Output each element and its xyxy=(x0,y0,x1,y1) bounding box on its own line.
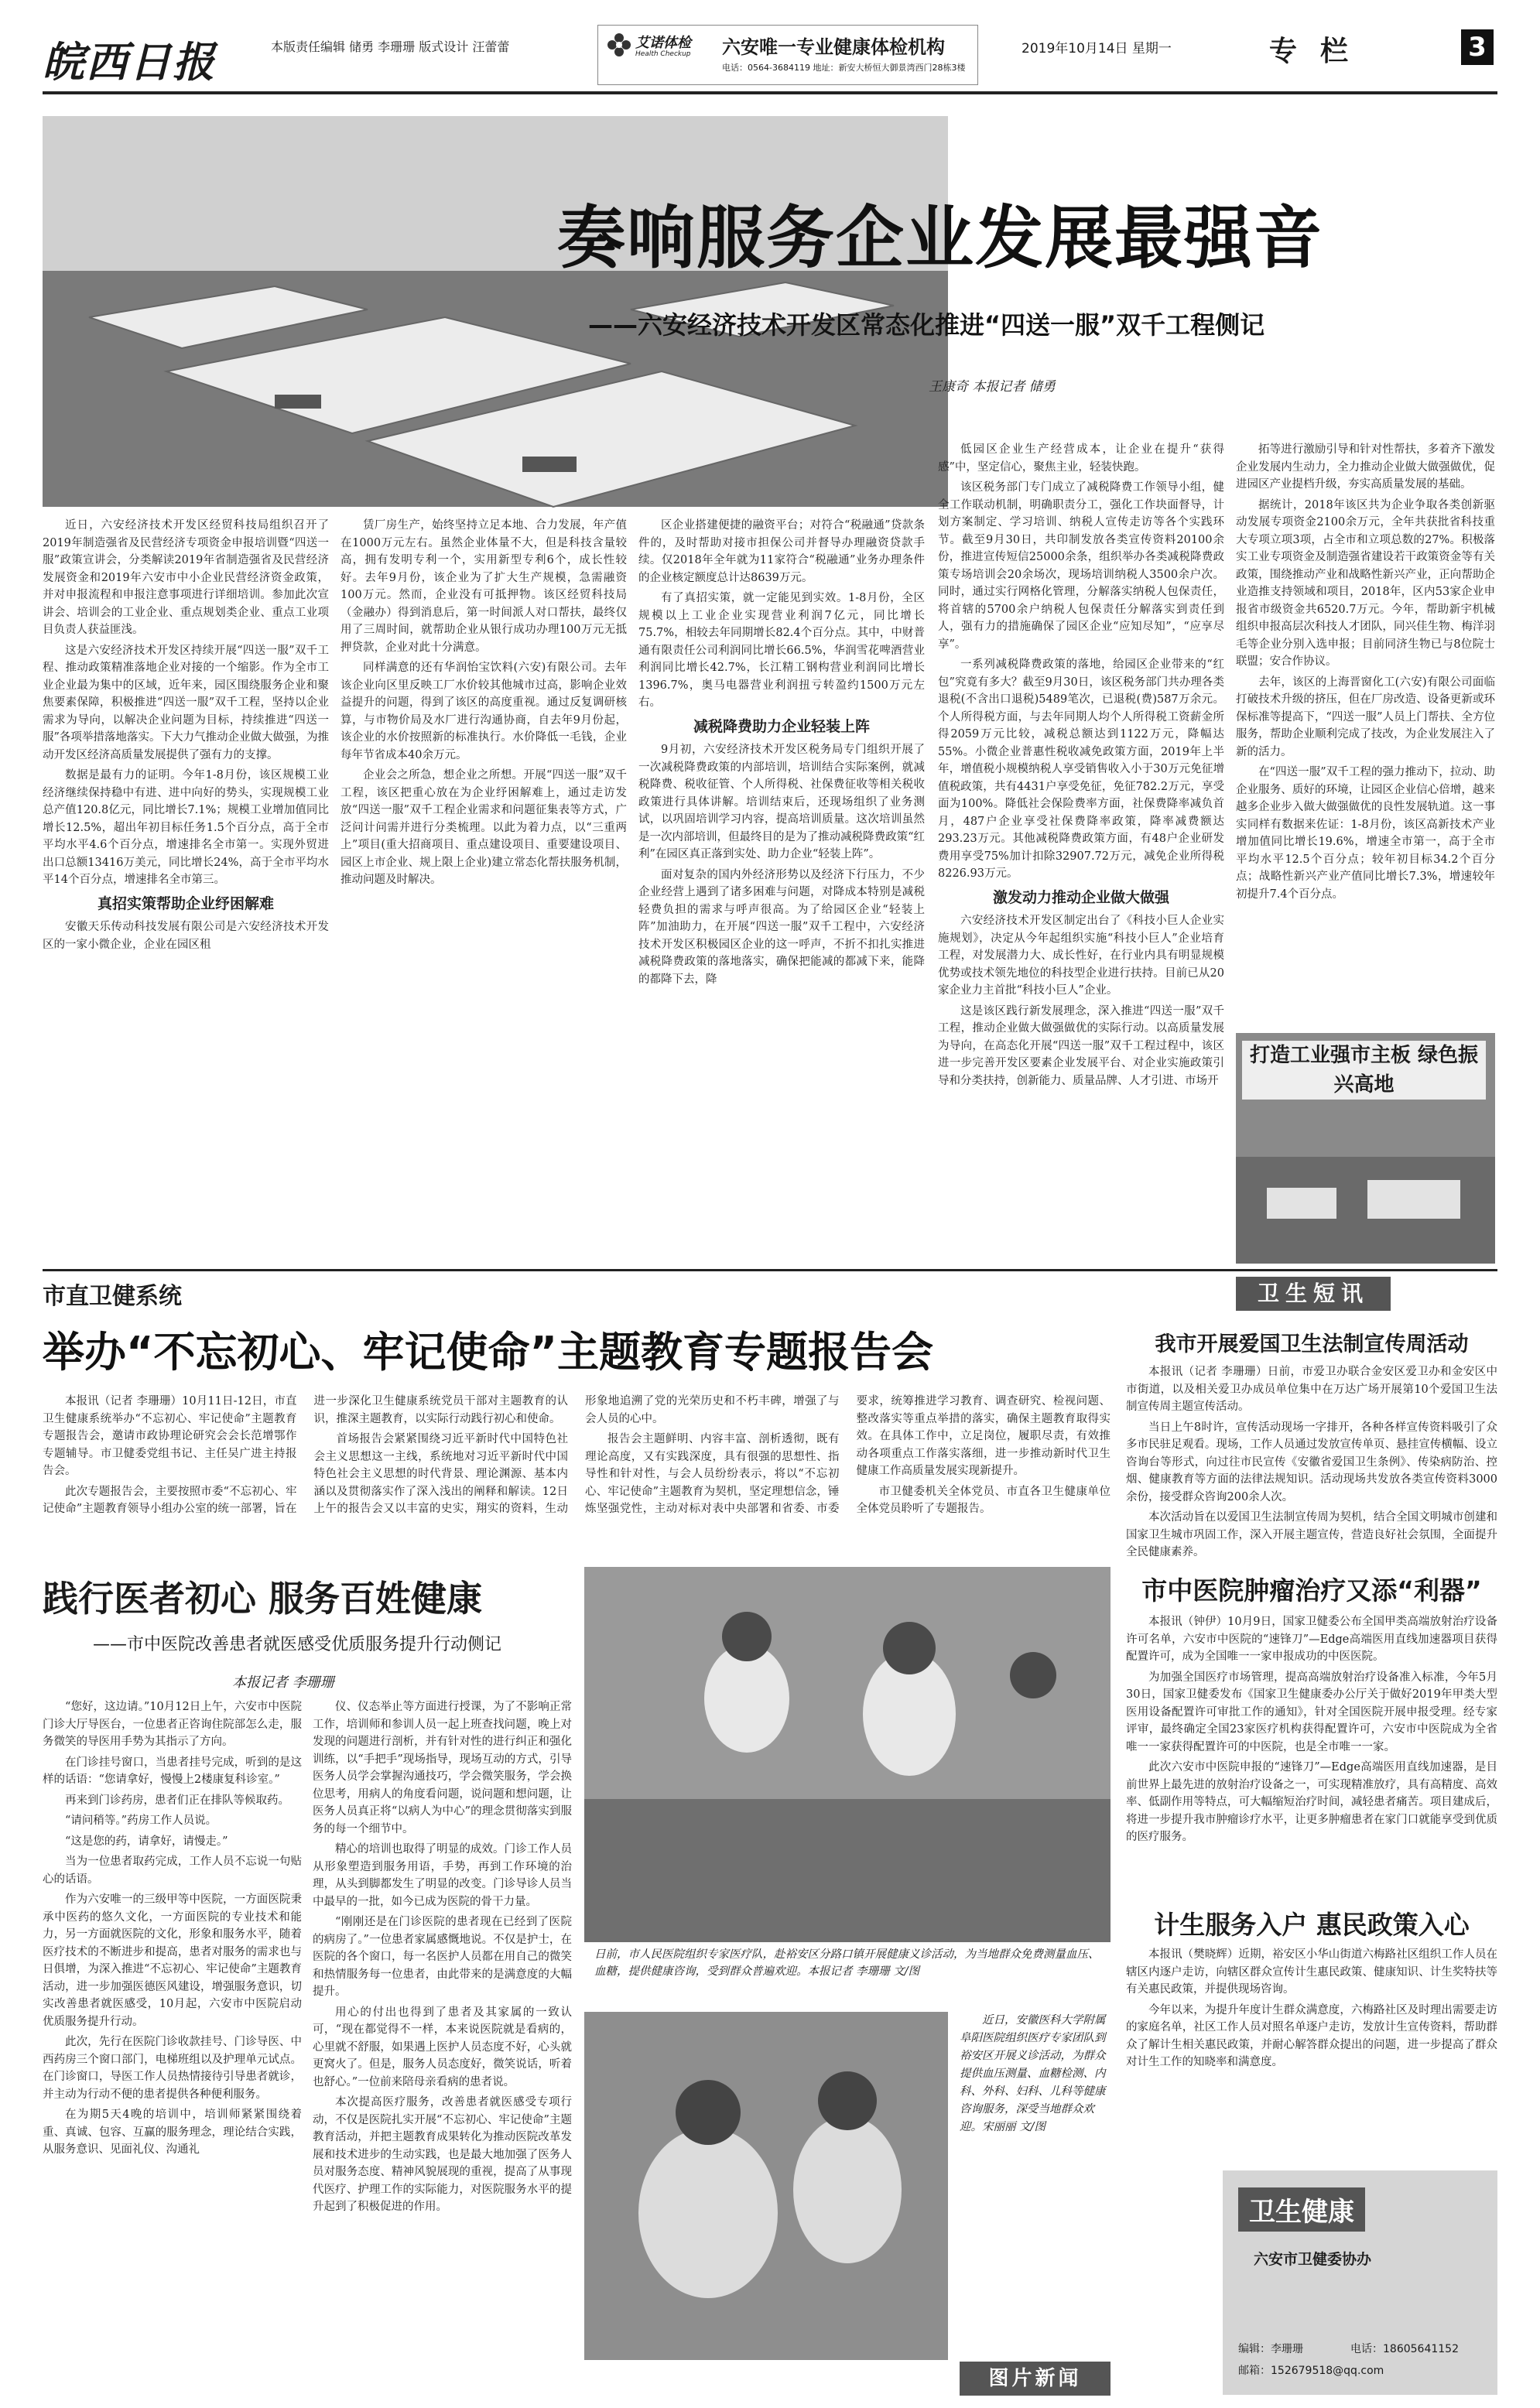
paragraph: 市卫健委机关全体党员、市直各卫生健康单位全体党员聆听了专题报告。 xyxy=(856,1485,1111,1515)
paragraph: 再来到门诊药房，患者们正在排队等候取药。 xyxy=(65,1794,289,1807)
lead-subhead-3: 激发动力推动企业做大做强 xyxy=(992,888,1169,906)
feature-col2-paragraphs xyxy=(313,1698,572,2216)
paragraph: “刚刚还是在门诊医院的患者现在已经到了医院的病房了。”一位患者家属感慨地说。不仅是护士，在医院的各个窗口，每一名医护人员都在用自己的微笑和热情服务每一位患者，由此带来的是满意度的大幅提升。 xyxy=(313,1916,572,1998)
photo-news-second xyxy=(584,2012,948,2360)
paragraph: 赁厂房生产，始终坚持立足本地、合力发展，年产值在1000万元左右。虽然企业体量不大，但是科技含量较高，拥有发明专利一个，实用新型专利6个，成长性较好。去年9月份，该企业为了扩大生产规模，急需融资100万元。然而，企业没有可抵押物。该区经贸科技局（金融办）得到消息后，第一时间派人对口帮扶，最终仅用了三周时间，就帮助企业从银行成功办理100万元无抵押贷款，企业对此十分满意。 xyxy=(341,519,627,654)
sidebar-info-box xyxy=(1223,2170,1497,2395)
sidebar-item1-body xyxy=(1126,1363,1497,1558)
masthead-rule xyxy=(43,91,1497,94)
paragraph: 此次六安市中医院申报的“速锋刀”—Edge高端医用直线加速器，是目前世界上最先进的放射治疗设备之一，可实现精准放疗，具有高精度、高效率、低副作用等特点，可大幅缩短治疗时间，减轻患者痛苦。项目建成后，将进一步提升我市肿瘤诊疗水平，让更多肿瘤患者在家门口就能享受到优质的医疗服务。 xyxy=(1126,1761,1497,1843)
lead-headline: 奏响服务企业发展最强音 xyxy=(557,198,1324,278)
paper-name: 皖西日报 xyxy=(43,37,216,87)
photo-news-caption-2: 近日，安徽医科大学附属阜阳医院组织医疗专家团队到裕安区开展义诊活动，为群众提供血压测量、血糖检测、内科、外科、妇科、儿科等健康咨询服务，深受当地群众欢迎。宋丽丽 文/图 xyxy=(960,2014,1106,2133)
photo-news-caption: 日前，市人民医院组织专家医疗队，赴裕安区分路口镇开展健康义诊活动，为当地群众免费测量血压、血糖，提供健康咨询，受到群众普遍欢迎。本报记者 李珊珊 文/图 xyxy=(594,1948,1100,1978)
info-box-phone: 电话：18605641152 xyxy=(1350,2343,1459,2355)
ad-brand-en: Health Checkup xyxy=(635,50,691,58)
paragraph: “这是您的药，请拿好，请慢走。” xyxy=(65,1835,228,1848)
lead-col1b-paragraphs xyxy=(43,918,329,953)
health-headline: 举办“不忘初心、牢记使命”主题教育专题报告会 xyxy=(43,1328,933,1377)
lead-col5-paragraphs xyxy=(1236,441,1495,903)
paragraph: 有了真招实策，就一定能见到实效。1-8月份，全区规模以上工业企业实现营业利润7亿元，同比增长75.7%，相较去年同期增长82.4个百分点。其中，中财普通有限责任公司利润同比增长66.5%，华润雪花啤酒营业利润同比增长42.7%，长江精工钢构营业利润同比增长1396.7%，奥马电器营业利润扭亏转盈约1500万元左右。 xyxy=(638,592,925,709)
feature-byline: 本报记者 李珊珊 xyxy=(232,1674,334,1691)
paragraph: 这是六安经济技术开发区持续开展“四送一服”双千工程、推动政策精准落地企业对接的一个缩影。作为全市工业企业最为集中的区域，近年来，园区围绕服务企业和聚焦要素保障，积极推进“四送一服”双千工程，坚持以企业需求为导向，以解决企业问题为目标，持续推进“四送一服”各项举措落地落实。下大力气推动企业做大做强，为推动开发区经济高质量发展提供了强有力的支撑。 xyxy=(43,644,329,761)
feature-column-2 xyxy=(313,1698,572,2395)
paragraph: 今年以来，为提升年度计生群众满意度，六梅路社区及时理出需要走访的家庭名单，社区工作人员对照名单逐户走访，发放计生宣传资料，帮助群众了解计生相关惠民政策，并耐心解答群众提出的问题，进一步提高了群众对计生工作的知晓率和满意度。 xyxy=(1126,2003,1497,2068)
info-box-title: 卫生健康 xyxy=(1238,2187,1365,2232)
sidebar-item1-paragraphs xyxy=(1126,1363,1497,1561)
paragraph: 数据是最有力的证明。今年1-8月份，该区规模工业经济继续保持稳中有进、进中向好的势头，实现规模工业总产值120.8亿元，同比增长7.1%；规模工业增加值同比增长12.5%，超出年初目标任务1.5个百分点，高于全市平均水平4.6个百分点，增速排名全市第一。实现外贸进出口总额13416万美元，同比增长24%，高于全市平均水平14个百分点，增速排名全市第三。 xyxy=(43,769,329,886)
sidebar-item3-body xyxy=(1126,1946,1497,2124)
paragraph: “您好，这边请。”10月12日上午，六安市中医院门诊大厅导医台，一位患者正咨询住院部怎么走，服务微笑的导医用手势为其指示了方向。 xyxy=(43,1701,302,1748)
lead-subhead-2: 减税降费助力企业轻装上阵 xyxy=(693,717,870,735)
paragraph: 本报讯（钟伊）10月9日，国家卫健委公布全国甲类高端放射治疗设备许可名单，六安市中医院的“速锋刀”—Edge高端医用直线加速器项目获得配置许可，成为全国唯一一家申报成功的中医医院。 xyxy=(1126,1616,1497,1663)
lead-byline: 王康奇 本报记者 储勇 xyxy=(929,379,1056,395)
sidebar-item2-body xyxy=(1126,1613,1497,1900)
paragraph: 本次活动旨在以爱国卫生法制宣传周为契机，结合全国文明城市创建和国家卫生城市巩固工作，深入开展主题宣传，营造良好社会氛围，全面提升全民健康素养。 xyxy=(1126,1511,1497,1558)
sidebar-item1-title: 我市开展爱国卫生法制宣传周活动 xyxy=(1155,1332,1469,1356)
sidebar-item2-title: 市中医院肿瘤治疗又添“利器” xyxy=(1141,1575,1482,1606)
lead-column-3 xyxy=(638,517,925,1264)
paragraph: 一系列减税降费政策的落地，给园区企业带来的“红包”究竟有多大？截至9月30日，该区税务部门共办理各类退税(不含出口退税)5489笔次，已退税(费)587万余元。个人所得税方面，与去年同期人均个人所得税工资薪金所得2059万元比较，减税总额达到1122万元，降幅达55%。小微企业普惠性税收减免政策方面，2019年上半年，增值税小规模纳税人享受销售收入小于30万元免征增值税政策，共有4431户享受免征，免征782.2万元，享受面为100%。降低社会保险费率方面，社保费降率减负首月，487户企业享受社保费降率政策，降率减费额达293.23万元。其他减税降费政策方面，有48户企业研发费用享受75%加计扣除32907.72万元，减免企业所得税8226.93万元。 xyxy=(938,658,1224,880)
paragraph: 同样满意的还有华润怡宝饮料(六安)有限公司。去年该企业向区里反映工厂水价较其他城市过高，影响企业效益提升的问题，得到了该区的高度重视。通过反复调研核算，与市物价局及水厂进行沟通协商，自去年9月份起，该企业的水价按照新的标准执行。水价降低一毛钱，企业每年节省成本40余万元。 xyxy=(341,662,627,761)
lead-subhead-1: 真招实策帮助企业纾困解难 xyxy=(97,894,274,912)
sidebar-item3-paragraphs xyxy=(1126,1946,1497,2071)
photo-news-main xyxy=(584,1567,1111,1942)
paragraph: 本报讯（樊晓辉）近期，裕安区小华山街道六梅路社区组织工作人员在辖区内逐户走访，向辖区群众宣传计生惠民政策、健康知识、计生奖特扶等有关惠民政策，并提供现场咨询。 xyxy=(1126,1948,1497,1996)
lead-col3a-paragraphs xyxy=(638,517,925,712)
section-rule xyxy=(43,1269,1497,1271)
paragraph: 精心的培训也取得了明显的成效。门诊工作人员从形象塑造到服务用语，手势，再到工作环境的治理，从头到脚都发生了明显的改变。门诊导诊人员当中最早的一批，如今已成为医院的骨干力量。 xyxy=(313,1843,572,1908)
ad-banner xyxy=(597,25,978,85)
paragraph: 面对复杂的国内外经济形势以及经济下行压力，不少企业经营上遇到了诸多困难与问题，对降成本特别是减税轻费负担的需求与呼声很高。为了给园区企业“轻装上阵”加油助力，在开展“四送一服”双千工程中，六安经济技术开发区积极园区企业的这一呼声，不折不扣扎实推进减税降费政策的落地落实，确保把能减的都减下来，能降的都降下去，降 xyxy=(638,868,925,986)
issue-date: 2019年10月14日 星期一 xyxy=(1022,41,1172,56)
paragraph: 在“四送一服”双千工程的强力推动下，拉动、助企业服务、质好的环境，让园区企业信心倍增，越来越多企业步入做大做强做优的良性发展轨道。这一事实同样有数据来佐证：1-8月份，该区高新技术产业增加值同比增长19.6%，增速全市第一，高于全市平均水平12.5个百分点；较年初目标34.2个百分点；战略性新兴产业产值同比增长7.3%，增速较年初提升7.4个百分点。 xyxy=(1236,766,1495,901)
lead-col1-paragraphs xyxy=(43,517,329,889)
lead-col3b-paragraphs xyxy=(638,741,925,988)
paragraph: 本次提高医疗服务，改善患者就医感受专项行动，不仅是医院扎实开展“不忘初心、牢记使命”主题教育活动，并把主题教育成果转化为推动医院改革发展和技术进步的生动实践，也是最大地加强了医务人员对服务态度、精神风貌展现的重视，提高了从事现代医疗、护理工作的实际能力，对医院服务水平的提升起到了积极促进的作用。 xyxy=(313,2096,572,2213)
editor-line: 本版责任编辑 储勇 李珊珊 版式设计 汪蕾蕾 xyxy=(271,39,510,54)
feature-headline: 践行医者初心 服务百姓健康 xyxy=(43,1578,483,1620)
sidebar-item2-paragraphs xyxy=(1126,1613,1497,1846)
paragraph: 本报讯（记者 李珊珊）日前，市爱卫办联合金安区爱卫办和金安区中市街道，以及相关爱卫办成员单位集中在万达广场开展第10个爱国卫生法制宣传周主题宣传活动。 xyxy=(1126,1366,1497,1413)
lead-column-2 xyxy=(341,517,627,1264)
sidebar-label: 卫生短讯 xyxy=(1236,1277,1391,1311)
health-body-paragraphs xyxy=(43,1393,1111,1519)
lead-col4-paragraphs xyxy=(938,441,1224,883)
paragraph: 首场报告会紧紧围绕习近平新时代中国特色社会主义思想这一主线，系统地对习近平新时代中国特色社会主义思想的时代背景、理论渊源、基本内涵以及贯彻落实作了深入浅出的阐释和解读。12日上午的报告会又以丰富的史实，翔实的资料，生动形象地追溯了党的光荣历史和不朽丰碑，增强了与会人员的心中。 xyxy=(313,1395,840,1515)
paragraph: 据统计，2018年该区共为企业争取各类创新驱动发展专项资金2100余万元，全年共获批省科技重大专项立项3项，占全市和立项总数的27%。积极落实工业专项资金及制造强省建设若干政策资金等有关政策，围绕推动产业和战略性新兴产业，正向帮助企业造推支持领域和项目，2018年，区内53家企业申报省市级资金共6520.7万元。今年，帮助新宇机械组织申报高层次科技人才团队，同兴佳生物、梅洋羽毛等企业分别入选申报；目前同济生物已与8位院士联盟；安合作协议。 xyxy=(1236,498,1495,668)
paragraph: 作为六安唯一的三级甲等中医院，一方面医院秉承中医药的悠久文化，一方面医院的专业技术和能力，另一方面就医院的文化，形象和服务水平，随着医疗技术的不断进步和提高，患者对服务的需求也与日俱增，为深入推进“不忘初心、牢记使命”主题教育活动，进一步加强医德医风建设，增强服务意识，切实改善患者就医感受，10月起，六安市中医院启动优质服务提升行动。 xyxy=(43,1893,302,2028)
paragraph: 当日上午8时许，宣传活动现场一字排开，各种各样宣传资料吸引了众多市民驻足观看。现场，工作人员通过发放宣传单页、悬挂宣传横幅、设立咨询台等形式，向过往市民宣传《安徽省爱国卫生条例》、传染病防治、控烟、健康教育等方面的法律法规知识。活动现场共发放各类宣传资料3000余份，接受群众咨询200余人次。 xyxy=(1126,1421,1497,1503)
paragraph: 企业会之所急，想企业之所想。开展“四送一服”双千工程，该区把重心放在为企业纾困解难上，通过走访发放“四送一服”双千工程企业需求和问题征集表等方式，广泛问计问需并进行分类梳理。以此为着力点，以“三重两上”项目(重大招商项目、重点建设项目、重要建设项目、园区上市企业、规上限上企业)建立常态化帮扶服务机制，推动问题及时解决。 xyxy=(341,769,627,886)
health-kicker: 市直卫健系统 xyxy=(43,1283,182,1310)
paragraph: 为加强全国医疗市场管理，提高高端放射治疗设备准入标准，今年5月30日，国家卫健委发布《国家卫生健康委办公厅关于做好2019年甲类大型医用设备配置许可审批工作的通知》，针对全国医院开展申报受理。经专家评审，最终确定全国23家医疗机构获得配置许可，六安市中医院成为全省唯一一家获得配置许可的中医院，也是全市唯一一家。 xyxy=(1126,1671,1497,1753)
paragraph: 用心的付出也得到了患者及其家属的一致认可，“现在都觉得不一样，本来说医院就是看病的，心里就不舒服，如果遇上医护人员态度不好，心头就更窝火了。但是，服务人员态度好，微笑说话，听着也舒心。”一位前来陪母亲看病的患者说。 xyxy=(313,2006,572,2088)
photo-news-label: 图片新闻 xyxy=(960,2362,1111,2396)
page-number: 3 xyxy=(1461,29,1494,65)
paragraph: 区企业搭建便捷的融资平台；对符合“税融通”贷款条件的，及时帮助对接市担保公司并督导办理融资贷款手续。仅2018年全年就为11家符合“税融通”业务办理条件的企业核定额度总计达8639万元。 xyxy=(638,519,925,584)
ad-brand: 艾诺体检 xyxy=(635,35,691,51)
ad-contact: 电话：0564-3684119 地址：新安大桥恒大御景湾西门28栋3楼 xyxy=(722,63,966,73)
lead-column-4 xyxy=(938,441,1224,1264)
paragraph: 当为一位患者取药完成，工作人员不忘说一句贴心的话语。 xyxy=(43,1856,302,1886)
paragraph: 在门诊挂号窗口，当患者挂号完成，听到的是这样的话语：“您请拿好，慢慢上2楼康复科诊室。” xyxy=(43,1756,302,1786)
paragraph: 这是该区践行新发展理念，深入推进“四送一服”双千工程，推动企业做大做强做优的实际行动。以高质量发展为导向，在高态化开展“四送一服”双千工程过程中，该区进一步完善开发区要素企业发展平台、对企业实施政策引导和分类扶持，创新能力、质量品牌、人才引进、市场开 xyxy=(938,1004,1224,1087)
paragraph: 该区税务部门专门成立了减税降费工作领导小组，健全工作联动机制，明确职责分工，强化工作块面督导，计划方案制定、学习培训、纳税人宣传走访等各个实践环节。截至9月30日，共印制发放各类宣传资料20100余份，推进宣传短信25000余条，组织举办各类减税降费政策专场培训会20余场次，现场培训纳税人3500余户次。同时，通过实行网格化管理，分解落实纳税人包保责任，将首辖的5700余户纳税人包保责任分解落实到责任到人，强有力的措施确保了园区企业“应知尽知”，“应享尽享”。 xyxy=(938,481,1224,651)
paragraph: “请问稍等。”药房工作人员说。 xyxy=(65,1815,217,1827)
feature-subheadline: ——市中医院改善患者就医感受优质服务提升行动侧记 xyxy=(93,1635,502,1654)
feature-column-1 xyxy=(43,1698,302,2395)
paragraph: 本报讯（记者 李珊珊）10月11日-12日，市直卫生健康系统举办“不忘初心、牢记使命”主题教育专题报告会，邀请市政协理论研究会会长范增鄂作专题辅导。市卫健委党组书记、主任吴广进主持报告会。 xyxy=(43,1395,297,1477)
lead-subheadline: ——六安经济技术开发区常态化推进“四送一服”双千工程侧记 xyxy=(588,310,1265,340)
paragraph: 在为期5天4晚的培训中，培训师紧紧围绕着重、真诚、包容、互赢的服务理念，理论结合实践，从服务意识、见面礼仪、沟通礼 xyxy=(43,2109,302,2156)
paragraph: 六安经济技术开发区制定出台了《科技小巨人企业实施规划》，决定从今年起组织实施“科技小巨人”企业培育工程，对发展潜力大、成长性好，在行业内具有明显规模优势或技术领先地位的科技型企业进行扶持。目前已从20家企业力主首批“科技小巨人”企业。 xyxy=(938,915,1224,997)
lead-col4b-paragraphs xyxy=(938,912,1224,1089)
paragraph: 去年，该区的上海晋窗化工(六安)有限公司面临打破技术升级的挤压，但在厂房改造、设备更新或环保标准等提高下，“四送一服”人员上门帮扶、全方位服务，帮助企业顺利完成了技改，为企业发展注入了新的活力。 xyxy=(1236,676,1495,758)
info-box-org: 六安市卫健委协办 xyxy=(1254,2251,1372,2268)
ad-slogan: 六安唯一专业健康体检机构 xyxy=(722,36,945,58)
paragraph: 9月初，六安经济技术开发区税务局专门组织开展了一次减税降费政策的内部培训，培训结合实际案例，就减税降费、税收征管、个人所得税、社保费征收等相关税收政策进行具体讲解。培训结束后，还现场组织了业务测试，以巩固培训学习内容，提高培训质量。这次培训虽然是一次内部培训，但最终目的是为了推动减税降费政策“红利”在园区真正落到实处、助力企业“轻装上阵”。 xyxy=(638,744,925,860)
sidebar-item3-title: 计生服务入户 惠民政策入心 xyxy=(1154,1910,1470,1940)
flower-logo-icon xyxy=(606,32,632,58)
paragraph: 报告会主题鲜明、内容丰富、剖析透彻，既有理论高度，又有实践深度，具有很强的思想性、指导性和针对性，与会人员纷纷表示，将以“不忘初心、牢记使命”主题教育为契机，坚定理想信念，锤炼坚强党性，主动对标对表中央部署和省委、市委要求，统筹推进学习教育、调查研究、检视问题、整改落实等重点举措的落实，确保主题教育取得实效。在具体工作中，立足岗位，履职尽责，有效推动各项重点工作落实落细，进一步推动新时代卫生健康工作高质量发展实现新提升。 xyxy=(585,1395,1111,1515)
lead-photo-2 xyxy=(1236,1033,1495,1264)
info-box-editor: 编辑：李珊珊 xyxy=(1238,2343,1303,2355)
paragraph: 仪、仪态举止等方面进行授课，为了不影响正常工作，培训师和参训人员一起上班查找问题，晚上对发现的问题进行剖析，并有针对性的进行纠正和强化训练，以“手把手”现场指导，现场互动的方式，引导医务人员学会掌握沟通技巧，学会微笑服务，学会换位思考，用病人的角度看问题，说问题和想问题，让医务人员真正将“以病人为中心”的理念贯彻落实到服务的每一个细节中。 xyxy=(313,1701,572,1835)
lead-photo-caption xyxy=(1242,1041,1486,1100)
paragraph: 此次，先行在医院门诊收款挂号、门诊导医、中西药房三个窗口部门，电梯班组以及护理单元试点。在门诊窗口，导医工作人员热情接待引导患者就诊，并主动为行动不便的患者提供各种便利服务。 xyxy=(43,2036,302,2101)
paragraph: 低园区企业生产经营成本，让企业在提升“获得感”中，坚定信心，聚焦主业，轻装快跑。 xyxy=(938,443,1224,474)
paragraph: 此次专题报告会，主要按照市委“不忘初心、牢记使命”主题教育领导小组办公室的统一部署，旨在进一步深化卫生健康系统党员干部对主题教育的认识，推深主题教育，以实际行动践行初心和使命。 xyxy=(43,1395,568,1515)
masthead xyxy=(0,0,1540,116)
lead-photo-caption-text: 打造工业强市主板 绿色振兴高地 xyxy=(1249,1044,1479,1096)
paragraph: 安徽天乐传动科技发展有限公司是六安经济技术开发区的一家小微企业，企业在园区租 xyxy=(43,921,329,951)
feature-col1-paragraphs xyxy=(43,1698,302,2159)
lead-col2-paragraphs xyxy=(341,517,627,889)
health-body xyxy=(43,1393,1111,1548)
section-name: 专栏 xyxy=(1269,36,1372,67)
lead-column-5 xyxy=(1236,441,1495,1060)
info-box-email: 邮箱：152679518@qq.com xyxy=(1238,2365,1384,2377)
paragraph: 拓等进行激励引导和针对性帮扶，多着齐下激发企业发展内生动力，全力推动企业做大做强做优，促进园区产业提档升级，夯实高质量发展的基础。 xyxy=(1236,443,1495,491)
lead-column-1 xyxy=(43,517,329,1264)
paragraph: 近日，六安经济技术开发区经贸科技局组织召开了2019年制造强省及民营经济专项资金申报培训暨“四送一服”政策宣讲会，分类解读2019年省制造强省及民营经济发展资金和2019年六安市中小企业民营经济资金政策，并对申报流程和申报注意事项进行详细培训。参加此次宣讲会、培训会的工业企业、重点规划类企业、重点工业项目负责人获益匪浅。 xyxy=(43,519,329,636)
